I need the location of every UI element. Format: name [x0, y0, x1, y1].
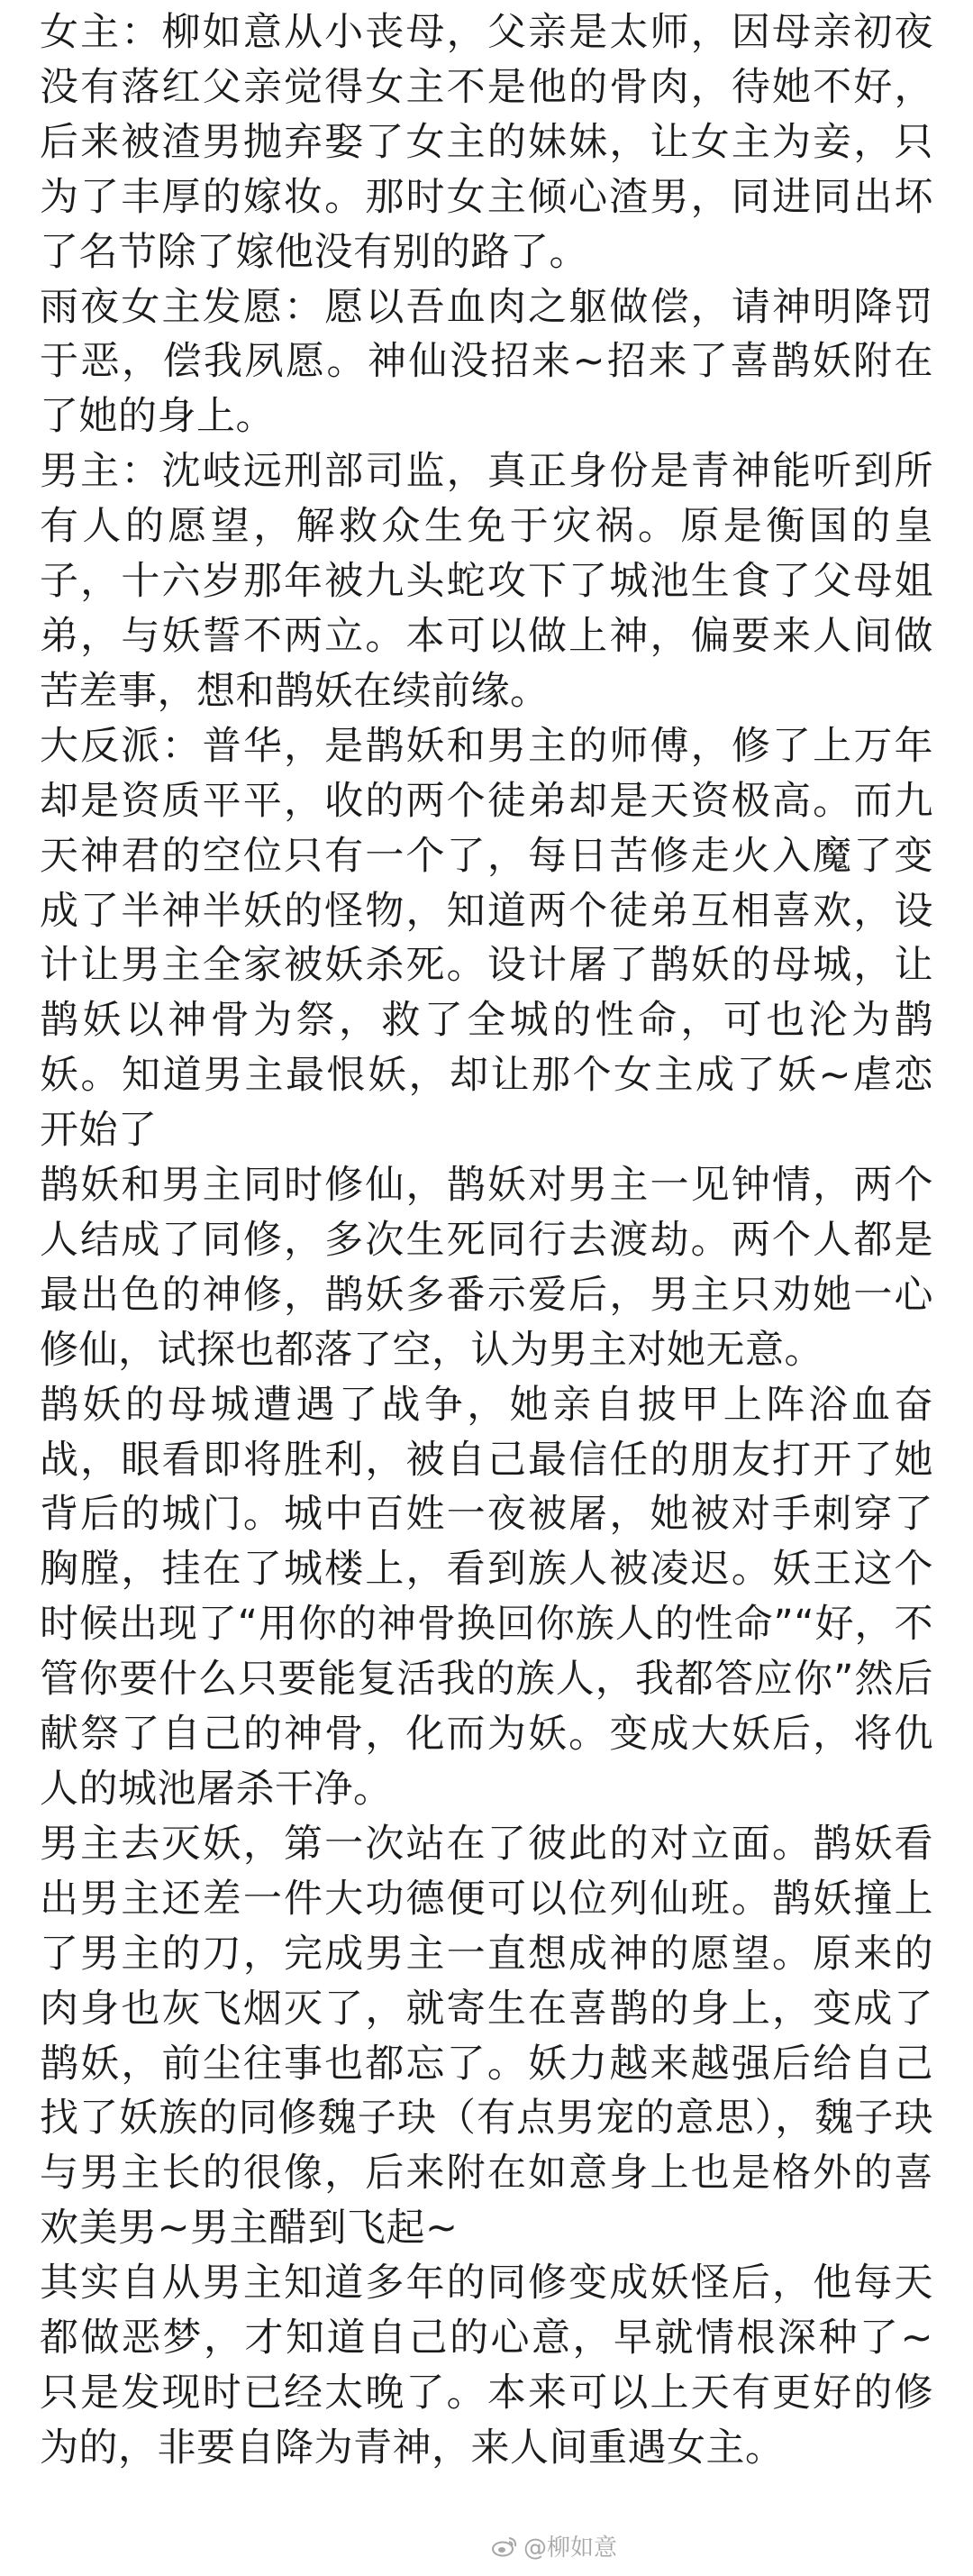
paragraph-cultivation: 鹊妖和男主同时修仙，鹊妖对男主一见钟情，两个人结成了同修，多次生死同行去渡劫。两个人都是最出色的神修，鹊妖多番示爱后，男主只劝她一心修仙，试探也都落了空，认为男主对她无意。	[40, 1163, 933, 1373]
paragraph-regret: 其实自从男主知道多年的同修变成妖怪后，他每天都做恶梦，才知道自己的心意，早就情根深种了~只是发现时已经太晚了。本来可以上天有更好的修为的，非要自降为青神，来人间重遇女主。	[40, 2261, 933, 2471]
paragraph-villain: 大反派：普华，是鹊妖和男主的师傅，修了上万年却是资质平平，收的两个徒弟却是天资极高。而九天神君的空位只有一个了，每日苦修走火入魔了变成了半神半妖的怪物，知道两个徒弟互相喜欢，设计让男主全家被妖杀死。设计屠了鹊妖的母城，让鹊妖以神骨为祭，救了全城的性命，可也沦为鹊妖。知道男主最恨妖，却让那个女主成了妖~虐恋开始了	[40, 723, 933, 1154]
weibo-logo-icon	[491, 2535, 518, 2557]
paragraph-rainy-night-vow: 雨夜女主发愿：愿以吾血肉之躯做偿，请神明降罚于恶，偿我夙愿。神仙没招来~招来了喜鹊妖附在了她的身上。	[40, 284, 933, 440]
paragraph-mother-city-war: 鹊妖的母城遭遇了战争，她亲自披甲上阵浴血奋战，眼看即将胜利，被自己最信任的朋友打开了她背后的城门。城中百姓一夜被屠，她被对手刺穿了胸膛，挂在了城楼上，看到族人被凌迟。妖王这个时候出现了“用你的神骨换回你族人的性命”“好，不管你要什么只要能复活我的族人，我都答应你”然后献祭了自己的神骨，化而为妖。变成大妖后，将仇人的城池屠杀干净。	[40, 1382, 933, 1812]
paragraph-confrontation: 男主去灭妖，第一次站在了彼此的对立面。鹊妖看出男主还差一件大功德便可以位列仙班。鹊妖撞上了男主的刀，完成男主一直想成神的愿望。原来的肉身也灰飞烟灭了，就寄生在喜鹊的身上，变成了鹊妖，前尘往事也都忘了。妖力越来越强后给自己找了妖族的同修魏子玦（有点男宠的意思），魏子玦与男主长的很像，后来附在如意身上也是格外的喜欢美男~男主醋到飞起~	[40, 1821, 933, 2252]
paragraph-hero: 男主：沈岐远刑部司监，真正身份是青神能听到所有人的愿望，解救众生免于灾祸。原是衡国的皇子，十六岁那年被九头蛇攻下了城池生食了父母姐弟，与妖誓不两立。本可以做上神，偏要来人间做苦差事，想和鹊妖在续前缘。	[40, 449, 933, 714]
paragraph-heroine: 女主：柳如意从小丧母，父亲是太师，因母亲初夜没有落红父亲觉得女主不是他的骨肉，待她不好，后来被渣男抛弃娶了女主的妹妹，让女主为妾，只为了丰厚的嫁妆。那时女主倾心渣男，同进同出坏了名节除了嫁他没有别的路了。	[40, 10, 933, 275]
watermark	[491, 2529, 617, 2562]
watermark-text: @柳如意	[523, 2535, 618, 2562]
